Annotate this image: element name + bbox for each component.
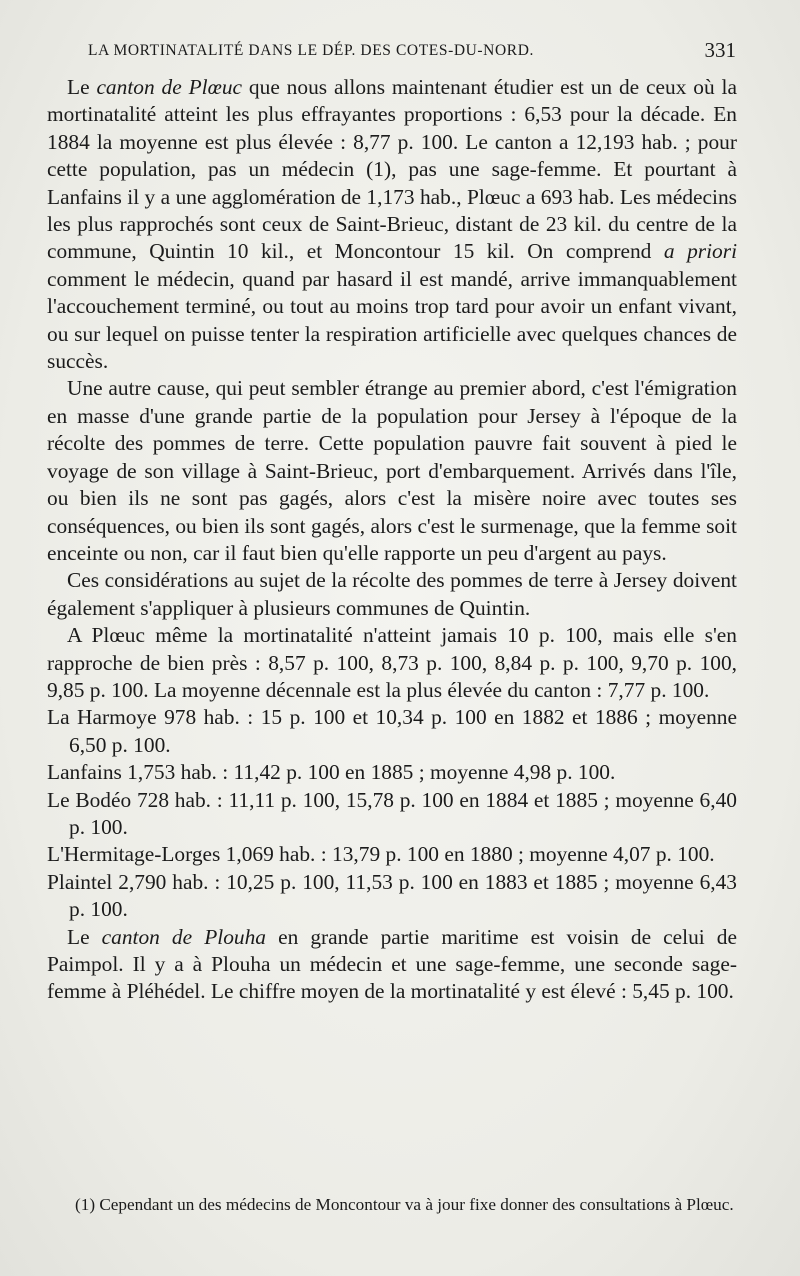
paragraph-considerations: Ces considérations au sujet de la récolte des pommes de terre à Jersey doivent également s'appliquer à plusieurs communes de Quintin. [47, 568, 737, 620]
paragraph-canton-ploeuc: Le canton de Plœuc que nous allons maintenant étudier est un de ceux où la mortinatalité atteint les plus effrayantes proportions : 6,53 pour la décade. En 1884 la moyenne est plus élevée : 8,77 p. 100. Le canton a 12,193 hab. ; pour cette population, pas un médecin (1), pas une sage-femme. Et pourtant à Lanfains il y a une agglomération de 1,173 hab., Plœuc a 693 hab. Les médecins les plus rapprochés sont ceux de Saint-Brieuc, distant de 23 kil. du centre de la commune, Quintin 10 kil., et Moncontour 15 kil. On comprend a priori comment le médecin, quand par hasard il est mandé, arrive immanquablement l'accouchement terminé, ou tout au moins trop tard pour avoir un enfant vivant, ou sur lequel on puisse tenter la respiration artificielle avec quelques chances de succès. [47, 75, 738, 374]
emphasis-canton-plouha: canton de Plouha [101, 924, 266, 949]
page-number: 331 [704, 38, 736, 62]
running-head: LA MORTINATALITÉ DANS LE DÉP. DES COTES-DU-NORD. [88, 42, 534, 59]
emphasis-canton-ploeuc: canton de Plœuc [96, 75, 243, 99]
footnote-text: (1) Cependant un des médecins de Moncontour va à jour fixe donner des consultations à Plœuc. [75, 1195, 734, 1214]
page-header [88, 38, 736, 68]
paragraph-emigration: Une autre cause, qui peut sembler étrange au premier abord, c'est l'émigration en masse d'une grande partie de la population pour Jersey à l'époque de la récolte des pommes de terre. Cette population pauvre fait souvent à pied le voyage de son village à Saint-Brieuc, port d'embarquement. Arrivés dans l'île, ou bien ils ne sont pas gagés, alors c'est la misère noire avec toutes ses conséquences, ou bien ils sont gagés, alors c'est le surmenage, que la femme soit enceinte ou non, car il faut bien qu'elle rapporte un peu d'argent au pays. [47, 376, 737, 565]
paragraph-canton-plouha: Le canton de Plouha en grande partie maritime est voisin de celui de Paimpol. Il y a à Plouha un médecin et une sage-femme, une seconde sage-femme à Pléhédel. Le chiffre moyen de la mortinatalité y est élevé : 5,45 p. 100. [47, 924, 737, 1004]
emphasis-a-priori: a priori [663, 239, 738, 264]
footnote [47, 1194, 737, 1216]
entry-plaintel: Plaintel 2,790 hab. : 10,25 p. 100, 11,53 p. 100 en 1883 et 1885 ; moyenne 6,43 p. 100. [47, 869, 737, 922]
body-text [47, 74, 737, 1006]
entry-la-harmoye: La Harmoye 978 hab. : 15 p. 100 et 10,34 p. 100 en 1882 et 1886 ; moyenne 6,50 p. 100. [47, 705, 737, 757]
entry-le-bodeo: Le Bodéo 728 hab. : 11,11 p. 100, 15,78 p. 100 en 1884 et 1885 ; moyenne 6,40 p. 100. [47, 787, 737, 839]
entry-hermitage-lorges: L'Hermitage-Lorges 1,069 hab. : 13,79 p. 100 en 1880 ; moyenne 4,07 p. 100. [47, 842, 715, 867]
entry-lanfains: Lanfains 1,753 hab. : 11,42 p. 100 en 1885 ; moyenne 4,98 p. 100. [47, 760, 616, 785]
paragraph-ploeuc-mortinatalite: A Plœuc même la mortinatalité n'atteint jamais 10 p. 100, mais elle s'en rapproche de bien près : 8,57 p. 100, 8,73 p. 100, 8,84 p. p. 100, 9,70 p. 100, 9,85 p. 100. La moyenne décennale est la plus élevée du canton : 7,77 p. 100. [47, 623, 737, 702]
